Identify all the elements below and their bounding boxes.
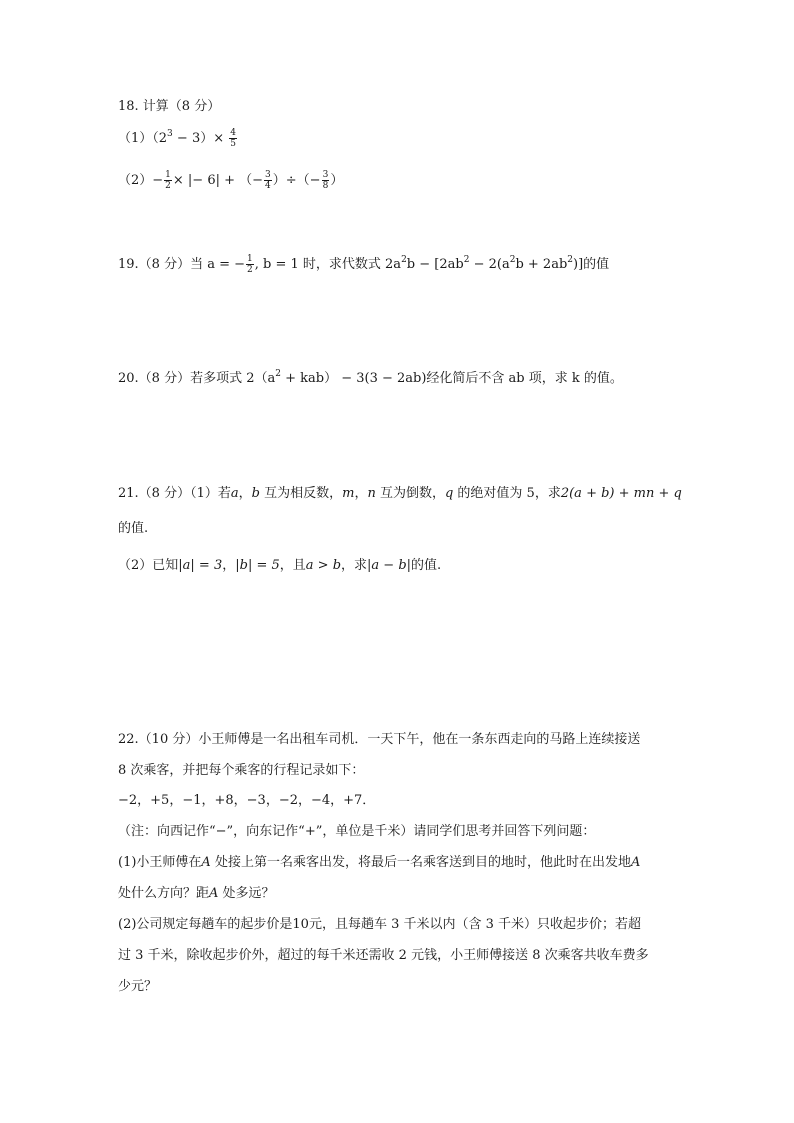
q18-p2-mid2: ）÷（−: [272, 173, 321, 188]
q22-part1-line1: [118, 853, 640, 873]
q22-trip-records: −2，+5，−1，+8，−3，−2，−4，+7．: [118, 793, 376, 808]
q18-part1: [118, 128, 238, 149]
q18-p1-mid: − 3）×: [172, 131, 225, 146]
q19-mid1: , b = 1 时，求代数式 2a: [254, 257, 402, 272]
q21-line3: [118, 556, 441, 576]
var-A: A: [630, 855, 641, 870]
fraction-denominator: 2: [165, 181, 171, 191]
q18-title: [118, 97, 220, 117]
q22-text: 处什么方向？距: [118, 886, 210, 901]
var-m: m: [342, 486, 355, 501]
q18-p2-fraction-2: [264, 170, 272, 191]
q22-part2-line3: [118, 977, 157, 997]
fraction-denominator: 2: [247, 265, 253, 275]
q21-text: ，: [354, 486, 368, 501]
q21-text: 互为倒数，: [375, 486, 445, 501]
q19-mid4: b + 2ab: [515, 257, 568, 272]
q21-text: ，求: [341, 558, 368, 573]
q19-exp4: 2: [567, 255, 573, 265]
q18-title-text: 18. 计算（8 分）: [118, 99, 221, 114]
q22-line1: [118, 730, 640, 750]
q21-line2: [118, 519, 148, 539]
fraction-numerator: 1: [247, 254, 253, 264]
q22-text: (2)公司规定每趟车的起步价是10元，且每趟车 3 千米以内（含 3 千米）只收起步价；若超: [118, 917, 642, 932]
q22-text: 少元？: [118, 979, 158, 994]
q22-text: 处接上第一名乘客出发，将最后一名乘客送到目的地时，他此时在出发地: [210, 855, 631, 870]
fraction-numerator: 3: [265, 170, 271, 180]
q19-exp3: 2: [509, 255, 516, 265]
fraction-denominator: 4: [265, 181, 271, 191]
fraction-numerator: 3: [322, 170, 329, 180]
q22-note: [118, 822, 595, 842]
q22-part1-line2: [118, 884, 275, 904]
q22-text: （注：向西记作“−”，向东记作“+”，单位是千米）请同学们思考并回答下列问题：: [118, 824, 596, 839]
abs-a-expression: |a| = 3: [178, 558, 223, 573]
q22-text: 8 次乘客，并把每个乘客的行程记录如下：: [118, 763, 365, 778]
fraction-numerator: 1: [165, 170, 171, 180]
var-b: b: [251, 486, 260, 501]
q22-text: 过 3 千米，除收起步价外，超过的每千米还需收 2 元钱，小王师傅接送 8 次乘客共收车费多: [118, 948, 649, 963]
q21-text: 的值.: [411, 558, 442, 573]
q18-p2-prefix: （2）−: [118, 173, 164, 188]
q22-text: 处多远？: [218, 886, 275, 901]
abs-a-minus-b-expression: |a − b|: [367, 558, 412, 573]
q19-fraction: [246, 254, 254, 275]
q18-part2: [118, 170, 343, 191]
abs-b-expression: |b| = 5: [235, 558, 280, 573]
var-q: q: [444, 486, 454, 501]
fraction-numerator: 4: [230, 128, 236, 138]
q19-exp1: 2: [401, 255, 407, 265]
q21-expression: 2(a + b) + mn + q: [560, 486, 682, 501]
q22-text: (1)小王师傅在: [118, 855, 202, 870]
var-A: A: [201, 855, 211, 870]
q18-p2-mid1: × |− 6| + （−: [172, 173, 264, 188]
q18-p2-fraction-1: [164, 170, 172, 191]
q21-text: 的绝对值为 5，求: [453, 486, 561, 501]
q20-end: + kab） − 3(3 − 2ab)经化简后不含 ab 项，求 k 的值。: [280, 371, 623, 386]
q22-text: 22.（10 分）小王师傅是一名出租车司机．一天下午，他在一条东西走向的马路上连续接送: [118, 732, 641, 747]
q21-text: 21.（8 分）（1）若: [118, 486, 231, 501]
q21-text: ，: [222, 558, 236, 573]
q21-text: ，且: [279, 558, 306, 573]
q22-records: [118, 791, 375, 811]
var-a: a: [230, 486, 239, 501]
q18-p1-prefix: （1）（2: [118, 131, 168, 146]
fraction-denominator: 5: [230, 139, 236, 149]
q18-p1-exp: 3: [167, 129, 173, 139]
condition-expression: a > b: [305, 558, 342, 573]
q19-end: )]的值: [573, 257, 610, 272]
q20-exp1: 2: [275, 369, 281, 379]
q18-p2-fraction-3: [322, 170, 330, 191]
q19-exp2: 2: [463, 255, 470, 265]
q21-text: 的值.: [118, 521, 149, 536]
q18-p1-fraction: [229, 128, 237, 149]
fraction-denominator: 8: [322, 181, 329, 191]
var-A: A: [209, 886, 219, 901]
q22-part2-line2: [118, 946, 649, 966]
q22-part2-line1: [118, 915, 641, 935]
q21-text: （2）已知: [118, 558, 179, 573]
q22-line2: [118, 761, 364, 781]
q19-mid3: − 2(a: [469, 257, 510, 272]
q18-p2-end: ）: [330, 173, 344, 188]
q21-text: ，: [238, 486, 252, 501]
q20: [118, 369, 623, 389]
q19-prefix: 19.（8 分）当 a = −: [118, 257, 246, 272]
q19-mid2: b − [2ab: [406, 257, 464, 272]
q21-text: 互为相反数，: [259, 486, 343, 501]
q20-prefix: 20.（8 分）若多项式 2（a: [118, 371, 276, 386]
q19: [118, 254, 609, 275]
var-n: n: [367, 486, 376, 501]
q21-line1: [118, 484, 682, 504]
